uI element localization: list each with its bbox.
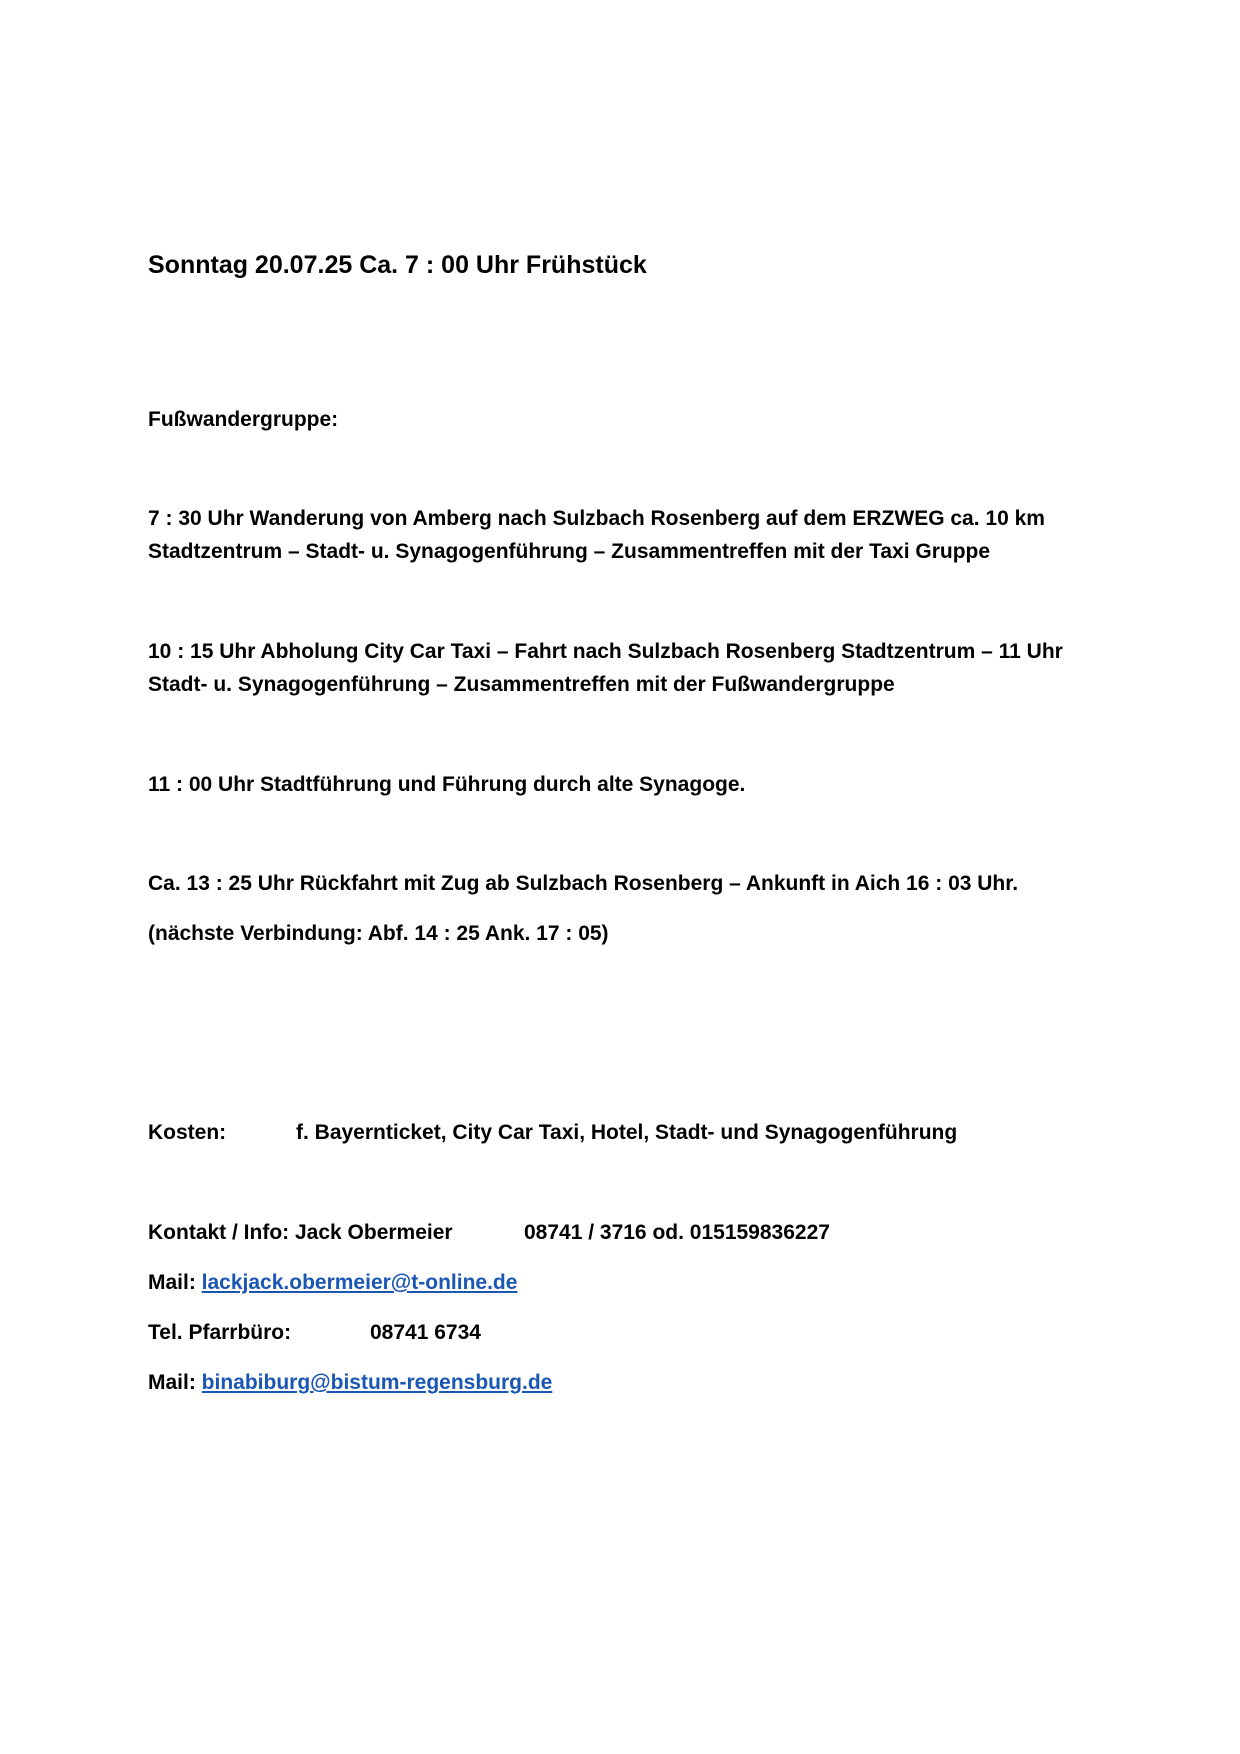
paragraph-2-line-1: 10 : 15 Uhr Abholung City Car Taxi – Fahrt nach Sulzbach Rosenberg Stadtzentrum – 11 Uhr <box>148 640 1063 663</box>
costs-row <box>148 1121 958 1144</box>
office-phone-label: Tel. Pfarrbüro: <box>148 1321 292 1344</box>
costs-label: Kosten: <box>148 1121 227 1144</box>
page-title: Sonntag 20.07.25 Ca. 7 : 00 Uhr Frühstück <box>148 251 647 279</box>
contact-mail-label: Mail: <box>148 1271 202 1294</box>
paragraph-1-line-1: 7 : 30 Uhr Wanderung von Amberg nach Sulzbach Rosenberg auf dem ERZWEG ca. 10 km <box>148 507 1045 530</box>
office-phone-row <box>148 1321 481 1344</box>
office-mail-label: Mail: <box>148 1371 202 1394</box>
contact-phone: 08741 / 3716 od. 015159836227 <box>524 1221 830 1244</box>
paragraph-1-line-2: Stadtzentrum – Stadt- u. Synagogenführung – Zusammentreffen mit der Taxi Gruppe <box>148 540 991 563</box>
paragraph-3-line-1: 11 : 00 Uhr Stadtführung und Führung durch alte Synagoge. <box>148 773 746 796</box>
paragraph-4-line-2: (nächste Verbindung: Abf. 14 : 25 Ank. 17 : 05) <box>148 922 609 945</box>
office-phone: 08741 6734 <box>370 1321 481 1344</box>
paragraph-4-line-1: Ca. 13 : 25 Uhr Rückfahrt mit Zug ab Sulzbach Rosenberg – Ankunft in Aich 16 : 03 Uhr. <box>148 872 1019 895</box>
costs-value: f. Bayernticket, City Car Taxi, Hotel, Stadt- und Synagogenführung <box>296 1121 958 1144</box>
group-heading: Fußwandergruppe: <box>148 408 339 431</box>
contact-row <box>148 1221 830 1244</box>
contact-label: Kontakt / Info: Jack Obermeier <box>148 1221 453 1244</box>
contact-mail-link[interactable]: lackjack.obermeier@t-online.de <box>201 1271 518 1294</box>
office-mail-row <box>148 1372 552 1393</box>
contact-mail-row <box>148 1272 517 1293</box>
office-mail-link[interactable]: binabiburg@bistum-regensburg.de <box>201 1371 553 1394</box>
paragraph-2-line-2: Stadt- u. Synagogenführung – Zusammentreffen mit der Fußwandergruppe <box>148 673 895 696</box>
